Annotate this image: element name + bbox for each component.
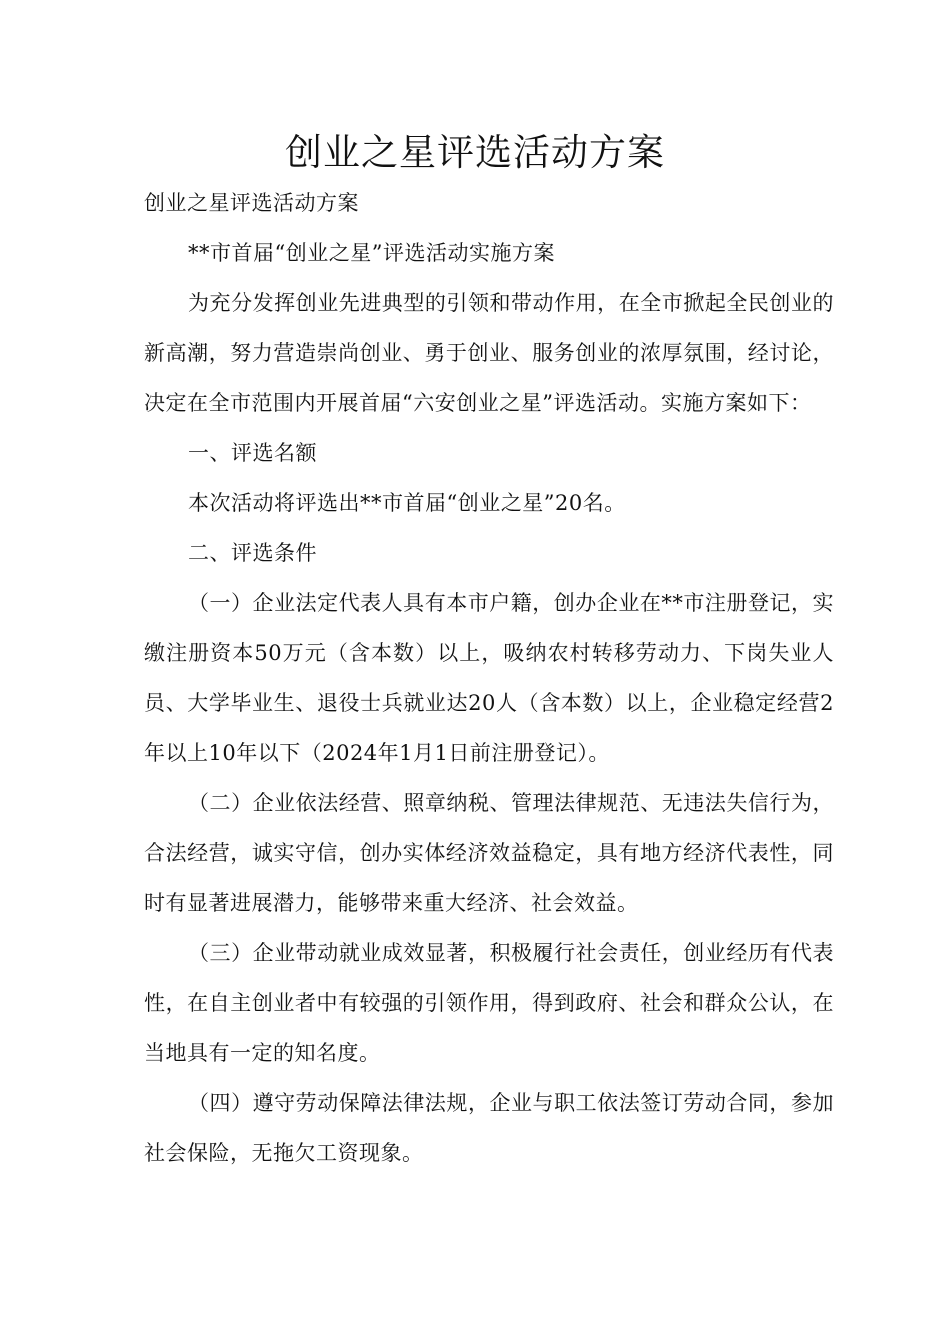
- section-heading-conditions: 二、评选条件: [188, 541, 317, 565]
- paragraph-condition-3: （三）企业带动就业成效显著，积极履行社会责任，创业经历有代表性，在自主创业者中有较强的引领作用，得到政府、社会和群众公认，在当地具有一定的知名度。: [144, 941, 834, 1065]
- section-heading-quota: 一、评选名额: [188, 441, 317, 465]
- document-body: [144, 178, 834, 1178]
- paragraph-condition-2: （二）企业依法经营、照章纳税、管理法律规范、无违法失信行为，合法经营，诚实守信，创办实体经济效益稳定，具有地方经济代表性，同时有显著进展潜力，能够带来重大经济、社会效益。: [144, 791, 834, 915]
- paragraph-quota: 本次活动将评选出**市首届“创业之星”20名。: [188, 491, 626, 515]
- document-title: 创业之星评选活动方案: [285, 131, 665, 174]
- paragraph-plan-heading: **市首届“创业之星”评选活动实施方案: [188, 241, 555, 265]
- paragraph-intro: 为充分发挥创业先进典型的引领和带动作用，在全市掀起全民创业的新高潮，努力营造崇尚创业、勇于创业、服务创业的浓厚氛围，经讨论，决定在全市范围内开展首届“六安创业之星”评选活动。实施方案如下：: [144, 291, 834, 415]
- paragraph-condition-1: （一）企业法定代表人具有本市户籍，创办企业在**市注册登记，实缴注册资本50万元（含本数）以上，吸纳农村转移劳动力、下岗失业人员、大学毕业生、退役士兵就业达20人（含本数）以上，企业稳定经营2年以上10年以下（2024年1月1日前注册登记）。: [144, 591, 834, 765]
- paragraph-condition-4: （四）遵守劳动保障法律法规，企业与职工依法签订劳动合同，参加社会保险，无拖欠工资现象。: [144, 1091, 834, 1165]
- paragraph-subtitle: 创业之星评选活动方案: [144, 191, 359, 215]
